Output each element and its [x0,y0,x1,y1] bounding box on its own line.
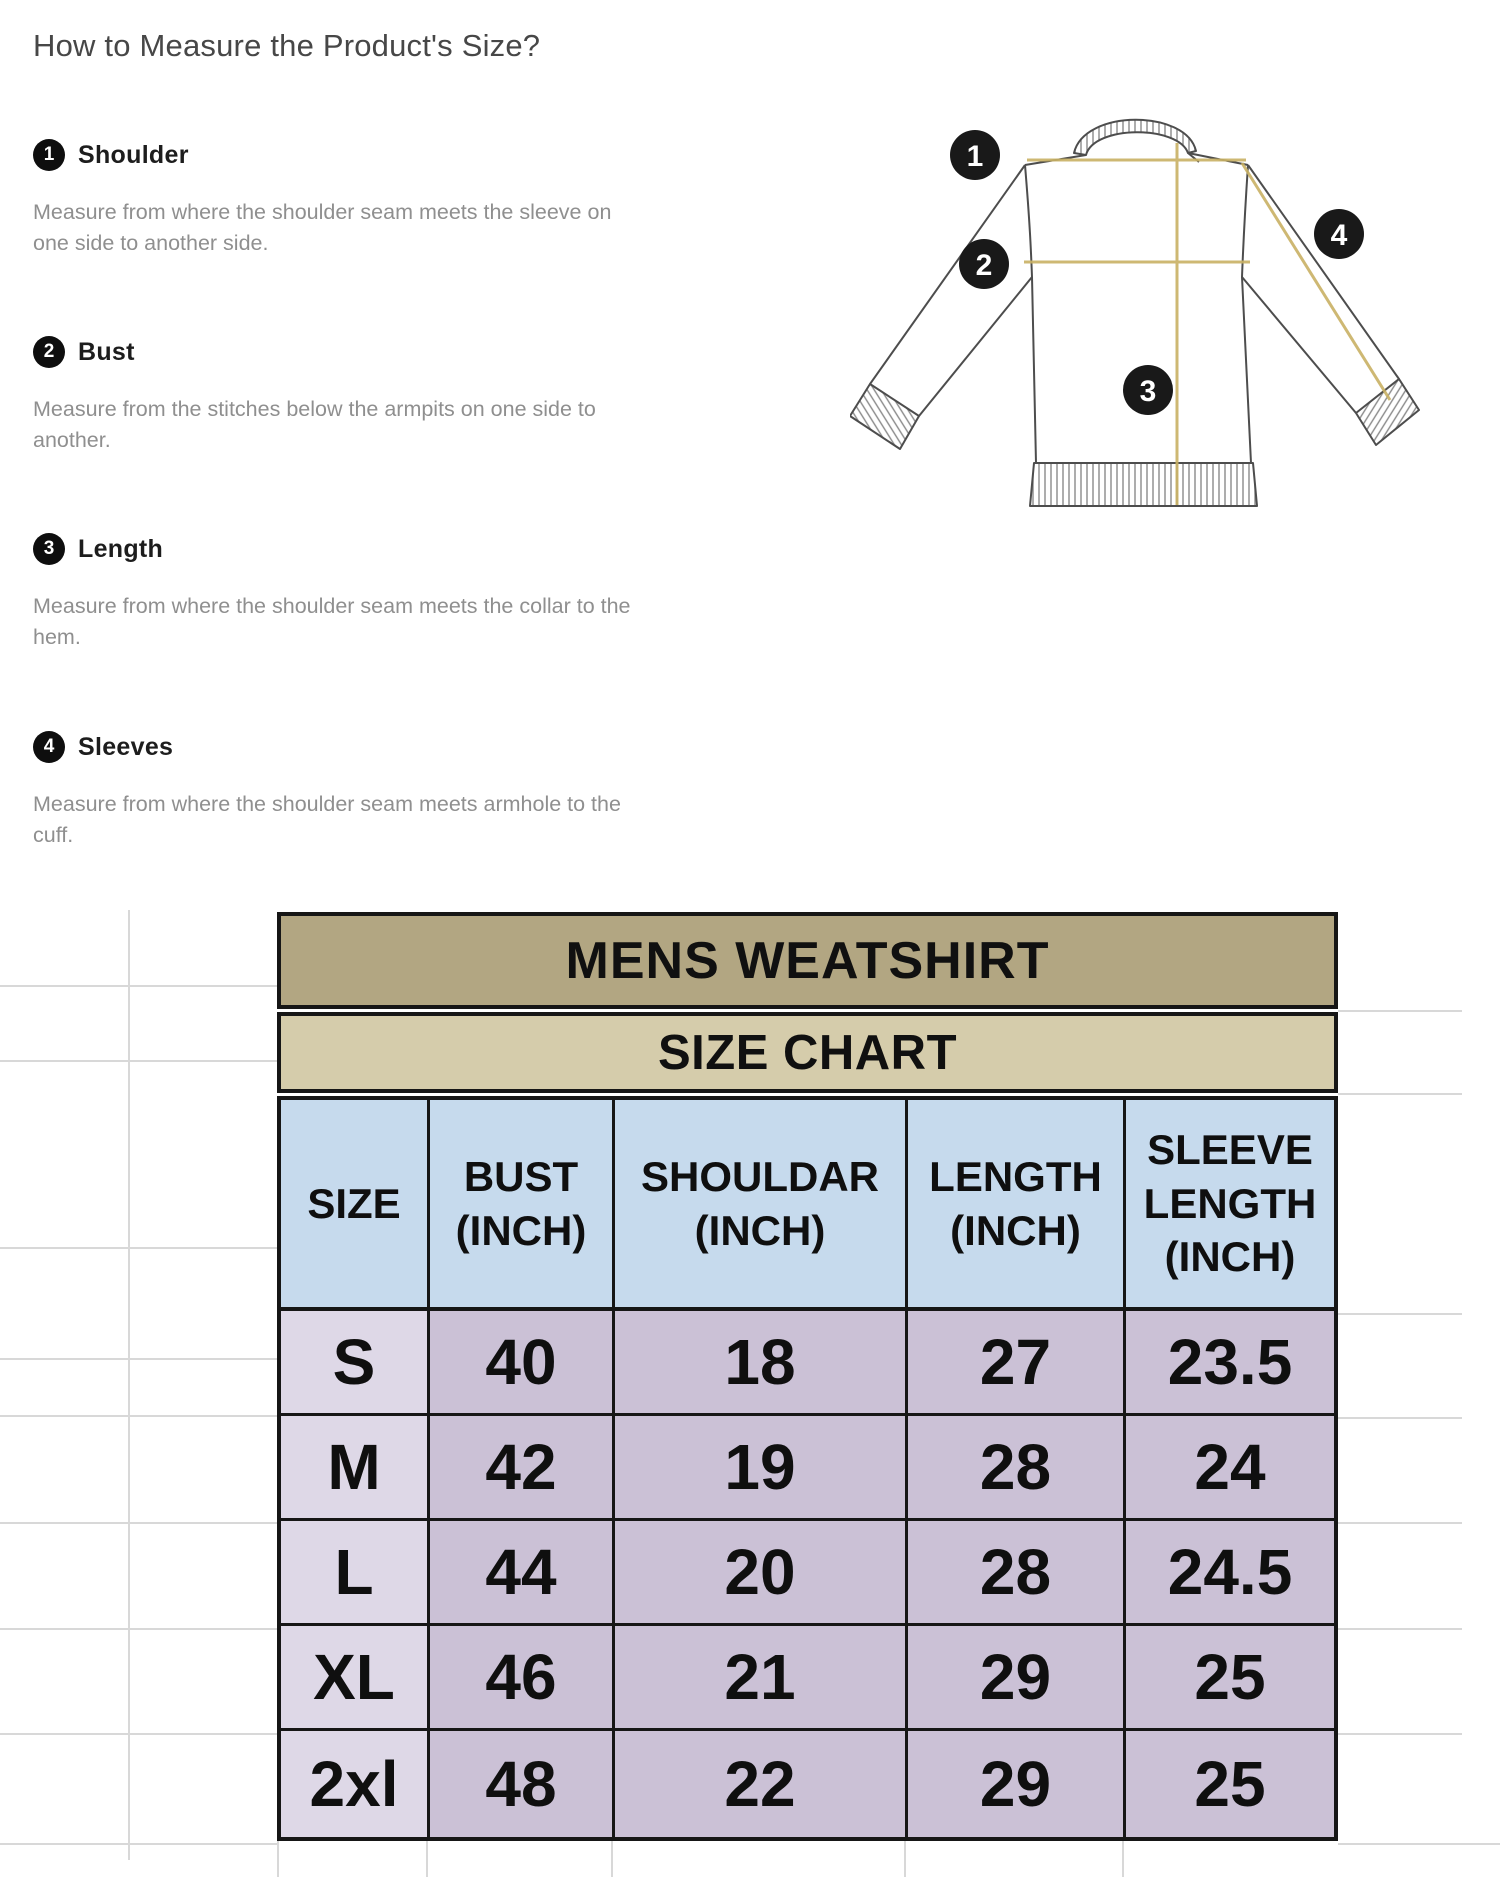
sweatshirt-diagram [850,85,1420,525]
svg-text:3: 3 [1139,375,1157,408]
table-cell: 29 [908,1731,1126,1837]
diagram-marker-4 [1314,209,1364,259]
gridline [611,1841,613,1877]
gridline [0,1060,277,1062]
gridline [1338,1522,1462,1524]
gridline [1338,1010,1462,1012]
gridline [277,1841,279,1877]
diagram-marker-2 [959,239,1009,289]
instruction-text: Measure from where the shoulder seam meets armhole to the cuff. [33,792,621,847]
table-cell: 29 [908,1626,1126,1731]
header-line: LENGTH [1143,1179,1317,1227]
gridline [426,1841,428,1877]
table-cell: 48 [430,1731,615,1837]
table-cell: 25 [1126,1731,1334,1837]
header-line: BUST [463,1152,579,1200]
header-line: (INCH) [455,1206,587,1254]
diagram-marker-3 [1123,365,1173,415]
svg-text:4: 4 [1330,219,1348,252]
size-cell: M [281,1416,430,1521]
gridline [904,1841,906,1877]
table-cell: 40 [430,1311,615,1416]
size-chart-table [277,1096,1338,1841]
header-line: LENGTH [929,1152,1102,1200]
gridline [1338,1628,1462,1630]
instruction-shoulder [33,139,693,258]
table-cell: 22 [615,1731,908,1837]
column-header-shoulder [615,1100,908,1311]
gridline [0,1843,277,1845]
table-cell: 28 [908,1521,1126,1626]
measurement-lines [1024,143,1390,505]
right-cuff-rib [1356,379,1419,445]
instruction-label: Shoulder [78,140,189,169]
gridline [1338,1843,1500,1845]
size-cell: XL [281,1626,430,1731]
instruction-label: Bust [78,337,135,366]
table-cell: 24.5 [1126,1521,1334,1626]
header-line: (INCH) [1164,1233,1296,1281]
page-title: How to Measure the Product's Size? [33,28,541,63]
gridline [0,1358,277,1360]
gridline [1338,1417,1462,1419]
column-header-length [908,1100,1126,1311]
number-badge-icon: 4 [33,731,65,763]
size-cell: L [281,1521,430,1626]
gridline [0,1522,277,1524]
table-cell: 20 [615,1521,908,1626]
number-badge-icon: 1 [33,139,65,171]
gridline [0,985,277,987]
instruction-bust [33,336,693,455]
table-cell: 44 [430,1521,615,1626]
gridline [0,1628,277,1630]
instruction-label: Sleeves [78,732,174,761]
header-line: (INCH) [950,1206,1081,1254]
instruction-length [33,533,693,652]
gridline [0,1247,277,1249]
table-cell: 19 [615,1416,908,1521]
gridline [0,1733,277,1735]
instruction-text: Measure from the stitches below the armpits on one side to another. [33,397,596,452]
gridline [1338,1093,1462,1095]
table-cell: 46 [430,1626,615,1731]
table-cell: 23.5 [1126,1311,1334,1416]
table-cell: 24 [1126,1416,1334,1521]
table-cell: 18 [615,1311,908,1416]
column-header-bust [430,1100,615,1311]
gridline [1338,1733,1462,1735]
table-cell: 28 [908,1416,1126,1521]
size-cell: 2xl [281,1731,430,1837]
sweatshirt-outline [850,120,1419,506]
svg-text:2: 2 [975,249,993,282]
gridline [128,910,130,1860]
column-header-size [281,1100,430,1311]
gridline [0,1415,277,1417]
left-cuff-rib [850,384,919,449]
instruction-text: Measure from where the shoulder seam meets the sleeve on one side to another side. [33,200,612,255]
header-line: SIZE [307,1179,401,1227]
number-badge-icon: 2 [33,336,65,368]
table-cell: 25 [1126,1626,1334,1731]
header-line: SHOULDAR [641,1152,879,1200]
header-line: (INCH) [694,1206,826,1254]
instruction-text: Measure from where the shoulder seam meets the collar to the hem. [33,594,631,649]
column-header-sleeve-length [1126,1100,1334,1311]
instruction-heading [33,336,693,368]
diagram-marker-1 [950,130,1000,180]
number-badge-icon: 3 [33,533,65,565]
table-cell: 21 [615,1626,908,1731]
size-chart-title-band: MENS WEATSHIRT [277,912,1338,1009]
gridline [1122,1841,1124,1877]
svg-text:1: 1 [966,140,984,173]
size-chart-subtitle-band: SIZE CHART [277,1012,1338,1093]
instruction-heading [33,731,693,763]
instruction-heading [33,139,693,171]
instruction-label: Length [78,534,164,563]
size-cell: S [281,1311,430,1416]
instruction-heading [33,533,693,565]
gridline [1338,1313,1462,1315]
header-line: SLEEVE [1147,1125,1313,1173]
hem-rib [1030,463,1257,506]
table-cell: 27 [908,1311,1126,1416]
instruction-sleeves [33,731,693,850]
table-cell: 42 [430,1416,615,1521]
diagram-markers [950,130,1364,415]
